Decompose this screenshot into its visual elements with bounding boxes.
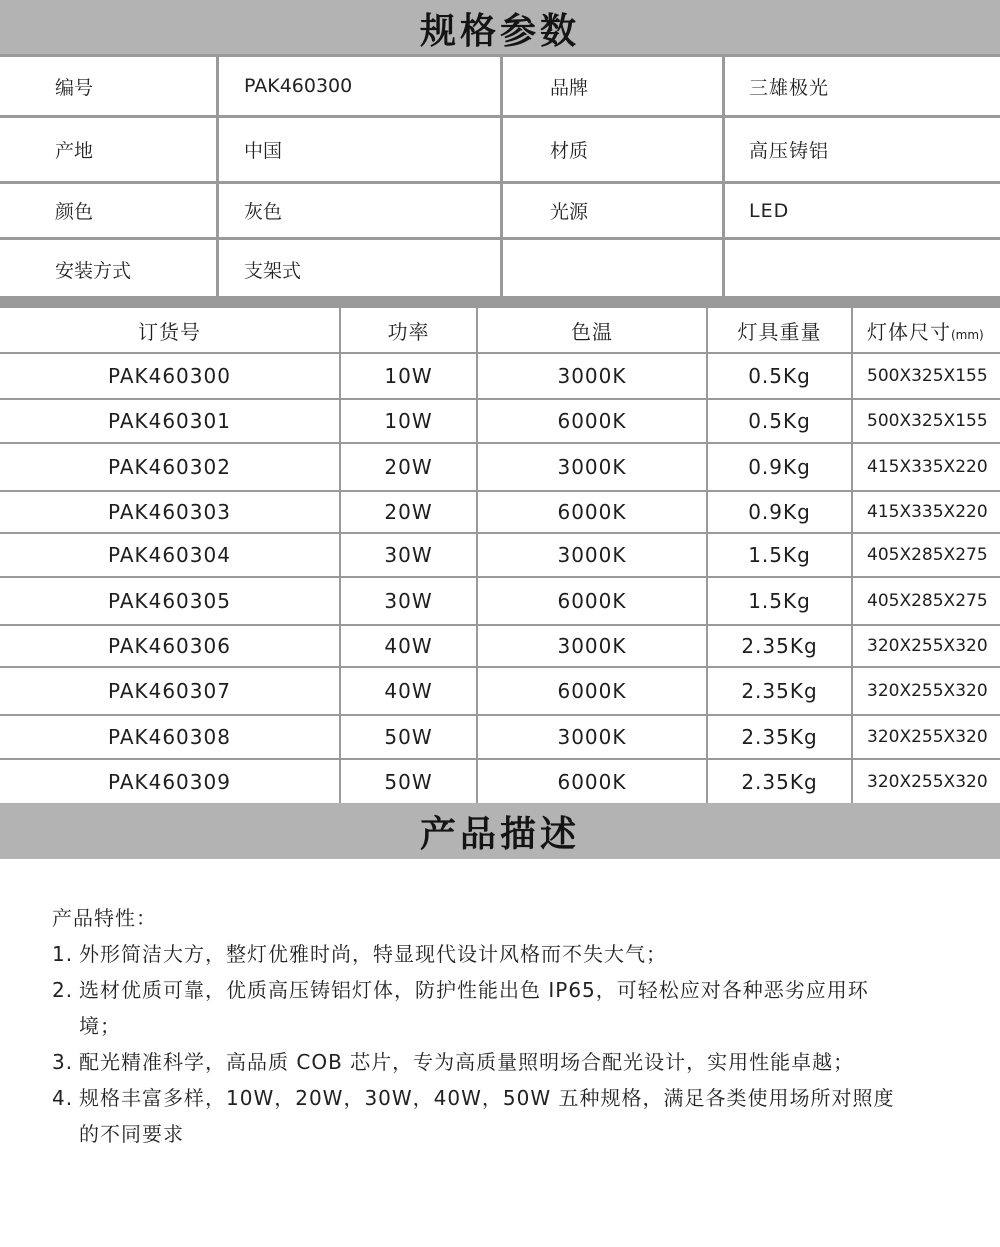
power-cell: 40W: [340, 625, 477, 667]
color-temp-cell: 6000K: [477, 759, 707, 804]
table-row: [0, 667, 1000, 715]
color-temp-cell: 6000K: [477, 399, 707, 443]
color-temp-cell: 3000K: [477, 625, 707, 667]
feature-item: [52, 1080, 952, 1152]
spec-value: 高压铸铝: [722, 118, 1000, 181]
feature-text: 选材优质可靠，优质高压铸铝灯体，防护性能出色 IP65，可轻松应对各种恶劣应用环境；: [79, 978, 869, 1038]
feature-number: 1.: [52, 942, 74, 966]
table-row: [0, 353, 1000, 399]
table-row: [0, 715, 1000, 759]
header-dimensions: [852, 308, 1000, 353]
dimensions-cell: 320X255X320: [852, 667, 1000, 715]
feature-number: 4.: [52, 1086, 74, 1110]
spec-row: [0, 118, 1000, 184]
order-table: [0, 308, 1000, 805]
spec-row: [0, 57, 1000, 118]
spec-key: 颜色: [55, 201, 94, 223]
order-number-cell: PAK460308: [0, 715, 340, 759]
spec-value: 三雄极光: [722, 57, 1000, 115]
feature-text: 外形简洁大方，整灯优雅时尚，特显现代设计风格而不失大气；: [79, 942, 667, 966]
dimensions-cell: 415X335X220: [852, 491, 1000, 533]
feature-number: 3.: [52, 1050, 74, 1074]
description-title-banner: [0, 803, 1000, 859]
color-temp-cell: 3000K: [477, 443, 707, 491]
color-temp-cell: 3000K: [477, 353, 707, 399]
power-cell: 40W: [340, 667, 477, 715]
power-cell: 30W: [340, 533, 477, 577]
order-number-cell: PAK460307: [0, 667, 340, 715]
table-row: [0, 759, 1000, 804]
order-number-cell: PAK460304: [0, 533, 340, 577]
spec-value: 灰色: [216, 184, 500, 237]
weight-cell: 2.35Kg: [707, 759, 852, 804]
table-row: [0, 399, 1000, 443]
description: [52, 900, 952, 1152]
order-number-cell: PAK460302: [0, 443, 340, 491]
spec-value: LED: [722, 184, 1000, 237]
feature-number: 2.: [52, 978, 74, 1002]
dimensions-cell: 500X325X155: [852, 353, 1000, 399]
spec-key: 安装方式: [55, 260, 132, 282]
power-cell: 20W: [340, 443, 477, 491]
dimensions-cell: 320X255X320: [852, 759, 1000, 804]
header-order-no: 订货号: [0, 308, 340, 353]
order-table-body: [0, 353, 1000, 804]
spec-key: 材质: [500, 118, 722, 181]
weight-cell: 2.35Kg: [707, 667, 852, 715]
order-number-cell: PAK460309: [0, 759, 340, 804]
color-temp-cell: 6000K: [477, 577, 707, 625]
spec-key: 编号: [55, 76, 94, 99]
power-cell: 30W: [340, 577, 477, 625]
order-number-cell: PAK460305: [0, 577, 340, 625]
spec-key: 品牌: [500, 57, 722, 115]
order-number-cell: PAK460306: [0, 625, 340, 667]
weight-cell: 1.5Kg: [707, 533, 852, 577]
weight-cell: 1.5Kg: [707, 577, 852, 625]
spec-key: [500, 240, 722, 299]
feature-text: 配光精准科学，高品质 COB 芯片，专为高质量照明场合配光设计，实用性能卓越；: [79, 1050, 855, 1074]
weight-cell: 2.35Kg: [707, 715, 852, 759]
order-table-header: [0, 308, 1000, 353]
dimensions-cell: 320X255X320: [852, 715, 1000, 759]
header-dimensions-label: 灯体尺寸: [867, 319, 951, 344]
dimensions-cell: 405X285X275: [852, 533, 1000, 577]
feature-item: [52, 936, 952, 972]
header-dimensions-unit: (mm): [951, 327, 984, 342]
power-cell: 50W: [340, 715, 477, 759]
spec-title-banner: [0, 0, 1000, 56]
header-power: 功率: [340, 308, 477, 353]
feature-item: [52, 972, 952, 1044]
dimensions-cell: 415X335X220: [852, 443, 1000, 491]
feature-item: [52, 1044, 952, 1080]
spec-value: 支架式: [216, 240, 500, 299]
table-row: [0, 625, 1000, 667]
power-cell: 20W: [340, 491, 477, 533]
power-cell: 50W: [340, 759, 477, 804]
spec-value: PAK460300: [216, 57, 500, 115]
description-title: 产品描述: [419, 813, 580, 855]
weight-cell: 0.5Kg: [707, 399, 852, 443]
table-row: [0, 491, 1000, 533]
table-row: [0, 577, 1000, 625]
color-temp-cell: 6000K: [477, 667, 707, 715]
order-number-cell: PAK460301: [0, 399, 340, 443]
dimensions-cell: 500X325X155: [852, 399, 1000, 443]
power-cell: 10W: [340, 353, 477, 399]
spec-key: 产地: [55, 140, 94, 162]
order-number-cell: PAK460300: [0, 353, 340, 399]
color-temp-cell: 6000K: [477, 491, 707, 533]
power-cell: 10W: [340, 399, 477, 443]
feature-text: 规格丰富多样，10W，20W，30W，40W，50W 五种规格，满足各类使用场所对照度的不同要求: [79, 1086, 895, 1146]
table-row: [0, 533, 1000, 577]
spec-key: 光源: [500, 184, 722, 237]
weight-cell: 0.9Kg: [707, 491, 852, 533]
spec-value: 中国: [216, 118, 500, 181]
weight-cell: 0.5Kg: [707, 353, 852, 399]
color-temp-cell: 3000K: [477, 533, 707, 577]
table-row: [0, 443, 1000, 491]
weight-cell: 2.35Kg: [707, 625, 852, 667]
header-color-temp: 色温: [477, 308, 707, 353]
spec-grid: [0, 54, 1000, 296]
dimensions-cell: 320X255X320: [852, 625, 1000, 667]
weight-cell: 0.9Kg: [707, 443, 852, 491]
dimensions-cell: 405X285X275: [852, 577, 1000, 625]
order-number-cell: PAK460303: [0, 491, 340, 533]
spec-title: 规格参数: [419, 10, 580, 52]
section-divider: [0, 296, 1000, 308]
color-temp-cell: 3000K: [477, 715, 707, 759]
header-weight: 灯具重量: [707, 308, 852, 353]
description-heading: 产品特性：: [52, 906, 157, 930]
spec-value: [722, 240, 1000, 299]
spec-row: [0, 184, 1000, 240]
spec-row: [0, 240, 1000, 299]
